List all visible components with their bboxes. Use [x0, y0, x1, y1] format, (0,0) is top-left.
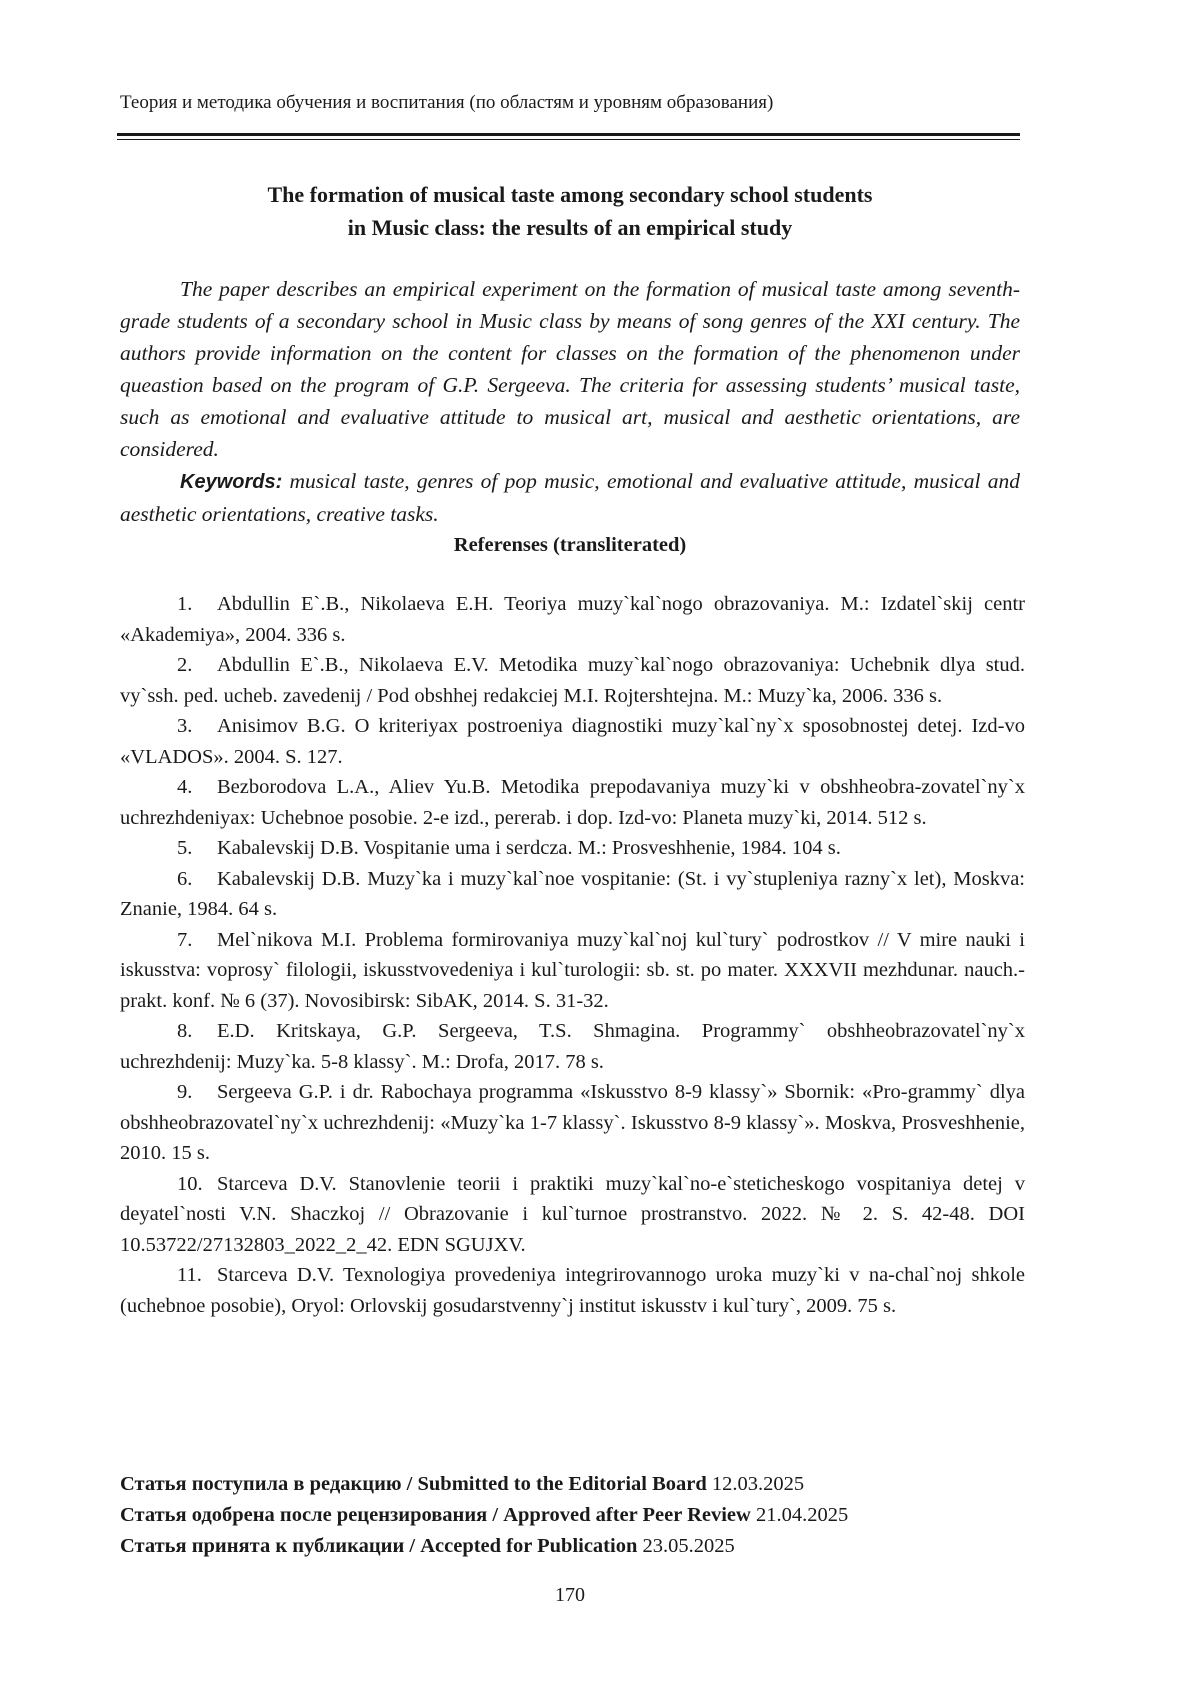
reference-item: [120, 864, 1025, 925]
reference-number: 6.: [177, 867, 193, 890]
reference-text: Starceva D.V. Texnologiya provedeniya integrirovannogo uroka muzy`ki v na-chal`noj shkole (uchebnoe posobie), Oryol: Orlovskij gosudarstvenny`j institut iskusstv i kul`tury`, 2009. 75 s.: [120, 1264, 1025, 1317]
reference-item: [120, 1016, 1025, 1077]
reference-number: 2.: [177, 654, 193, 676]
reference-item: [120, 925, 1025, 1017]
reference-item: [120, 772, 1025, 833]
approved-label: Статья одобрена после рецензирования / Approved after Peer Review: [120, 1504, 751, 1526]
submitted-label: Статья поступила в редакцию / Submitted to the Editorial Board: [120, 1473, 707, 1495]
abstract-block: [120, 273, 1020, 530]
reference-item: [120, 833, 1025, 864]
header-rule-thick: [117, 133, 1020, 136]
approved-date: 21.04.2025: [750, 1504, 849, 1526]
article-title-line-1: The formation of musical taste among secondary school students: [267, 182, 873, 207]
reference-text: Abdullin E`.B., Nikolaeva E.H. Teoriya muzy`kal`nogo obrazovaniya. M.: Izdatel`skij centr «Akademiya», 2004. 336 s.: [120, 593, 1025, 646]
reference-item: [120, 1169, 1025, 1261]
keywords-text: musical taste, genres of pop music, emotional and evaluative attitude, musical and aesthetic orientations, creative tasks.: [120, 469, 1020, 526]
reference-number: 10.: [177, 1172, 203, 1195]
submitted-date: 12.03.2025: [706, 1473, 805, 1495]
header-rule-thin: [117, 139, 1020, 140]
reference-text: Abdullin E`.B., Nikolaeva E.V. Metodika muzy`kal`nogo obrazovaniya: Uchebnik dlya stud. vy`ssh. ped. ucheb. zavedenij / Pod obshhej redakciej M.I. Rojtershtejna. M.: Muzy`ka, 2006. 336 s.: [120, 654, 1025, 707]
submitted-line: [120, 1469, 1020, 1500]
reference-text: Sergeeva G.P. i dr. Rabochaya programma «Iskusstvo 8-9 klassy`» Sbornik: «Pro-grammy` dlya obshheobrazovatel`ny`x uchrezhdenij: «Muzy`ka 1-7 klassy`. Iskusstvo 8-9 klassy`». Moskva, Prosveshhenie, 2010. 15 s.: [120, 1081, 1025, 1164]
article-title: [120, 178, 1020, 244]
reference-text: Starceva D.V. Stanovlenie teorii i praktiki muzy`kal`no-e`steticheskogo vospitaniya detej v deyatel`nosti V.N. Shaczkoj // Obrazovanie i kul`turnoe prostranstvo. 2022. № 2. S. 42-48. DOI 10.53722/27132803_2022_2_42. EDN SGUJXV.: [120, 1172, 1025, 1256]
reference-text: E.D. Kritskaya, G.P. Sergeeva, T.S. Shmagina. Programmy` obshheobrazovatel`ny`x uchrezhdenij: Muzy`ka. 5-8 klassy`. M.: Drofa, 2017. 78 s.: [120, 1020, 1025, 1073]
accepted-date: 23.05.2025: [637, 1535, 735, 1557]
reference-text: Kabalevskij D.B. Vospitanie uma i serdcza. M.: Prosveshhenie, 1984. 104 s.: [217, 837, 841, 859]
reference-item: [120, 589, 1025, 650]
reference-text: Bezborodova L.A., Aliev Yu.B. Metodika prepodavaniya muzy`ki v obshheobra-zovatel`ny`x uchrezhdeniyax: Uchebnoe posobie. 2-e izd., pererab. i dop. Izd-vo: Planeta muzy`ki, 2014. 512 s.: [120, 776, 1025, 829]
reference-number: 1.: [177, 593, 193, 615]
reference-text: Mel`nikova M.I. Problema formirovaniya muzy`kal`noj kul`tury` podrostkov // V mire nauki i iskusstva: voprosy` filologii, iskusstvovedeniya i kul`turologii: sb. st. po mater. XXXVII mezhdunar. nauch.-prakt. konf. № 6 (37). Novosibirsk: SibAK, 2014. S. 31-32.: [120, 928, 1025, 1012]
reference-number: 3.: [177, 715, 193, 737]
accepted-label: Статья принята к публикации / Accepted for Publication: [120, 1535, 638, 1557]
reference-text: Anisimov B.G. O kriteriyax postroeniya diagnostiki muzy`kal`ny`x sposobnostej detej. Izd-vo «VLADOS». 2004. S. 127.: [120, 715, 1025, 768]
article-title-line-2: in Music class: the results of an empirical study: [347, 215, 793, 240]
running-header: Теория и методика обучения и воспитания (по областям и уровням образования): [120, 92, 774, 113]
references-heading: Referenses (transliterated): [453, 534, 687, 556]
reference-item: [120, 1260, 1025, 1321]
keywords-paragraph: [120, 465, 1020, 530]
keywords-label: Keywords:: [180, 471, 283, 493]
page-number: 170: [555, 1584, 585, 1606]
reference-item: [120, 711, 1025, 772]
reference-number: 11.: [177, 1264, 202, 1286]
reference-item: [120, 650, 1025, 711]
abstract-text: The paper describes an empirical experiment on the formation of musical taste among seventh-grade students of a secondary school in Music class by means of song genres of the XXI century. The authors provide information on the content for classes on the formation of the phenomenon under queastion based on the program of G.P. Sergeeva. The criteria for assessing students’ musical taste, such as emotional and evaluative attitude to musical art, musical and aesthetic orientations, are considered.: [120, 277, 1020, 461]
references-list: [120, 589, 1025, 1321]
approved-line: [120, 1500, 1020, 1531]
reference-number: 7.: [177, 928, 193, 951]
reference-number: 4.: [177, 776, 193, 798]
reference-number: 9.: [177, 1081, 193, 1103]
reference-text: Kabalevskij D.B. Muzy`ka i muzy`kal`noe vospitanie: (St. i vy`stupleniya razny`x let), Moskva: Znanie, 1984. 64 s.: [120, 867, 1025, 920]
publication-dates: [120, 1469, 1020, 1562]
accepted-line: [120, 1531, 1020, 1562]
reference-number: 5.: [177, 837, 193, 859]
reference-number: 8.: [177, 1020, 193, 1042]
reference-item: [120, 1077, 1025, 1169]
